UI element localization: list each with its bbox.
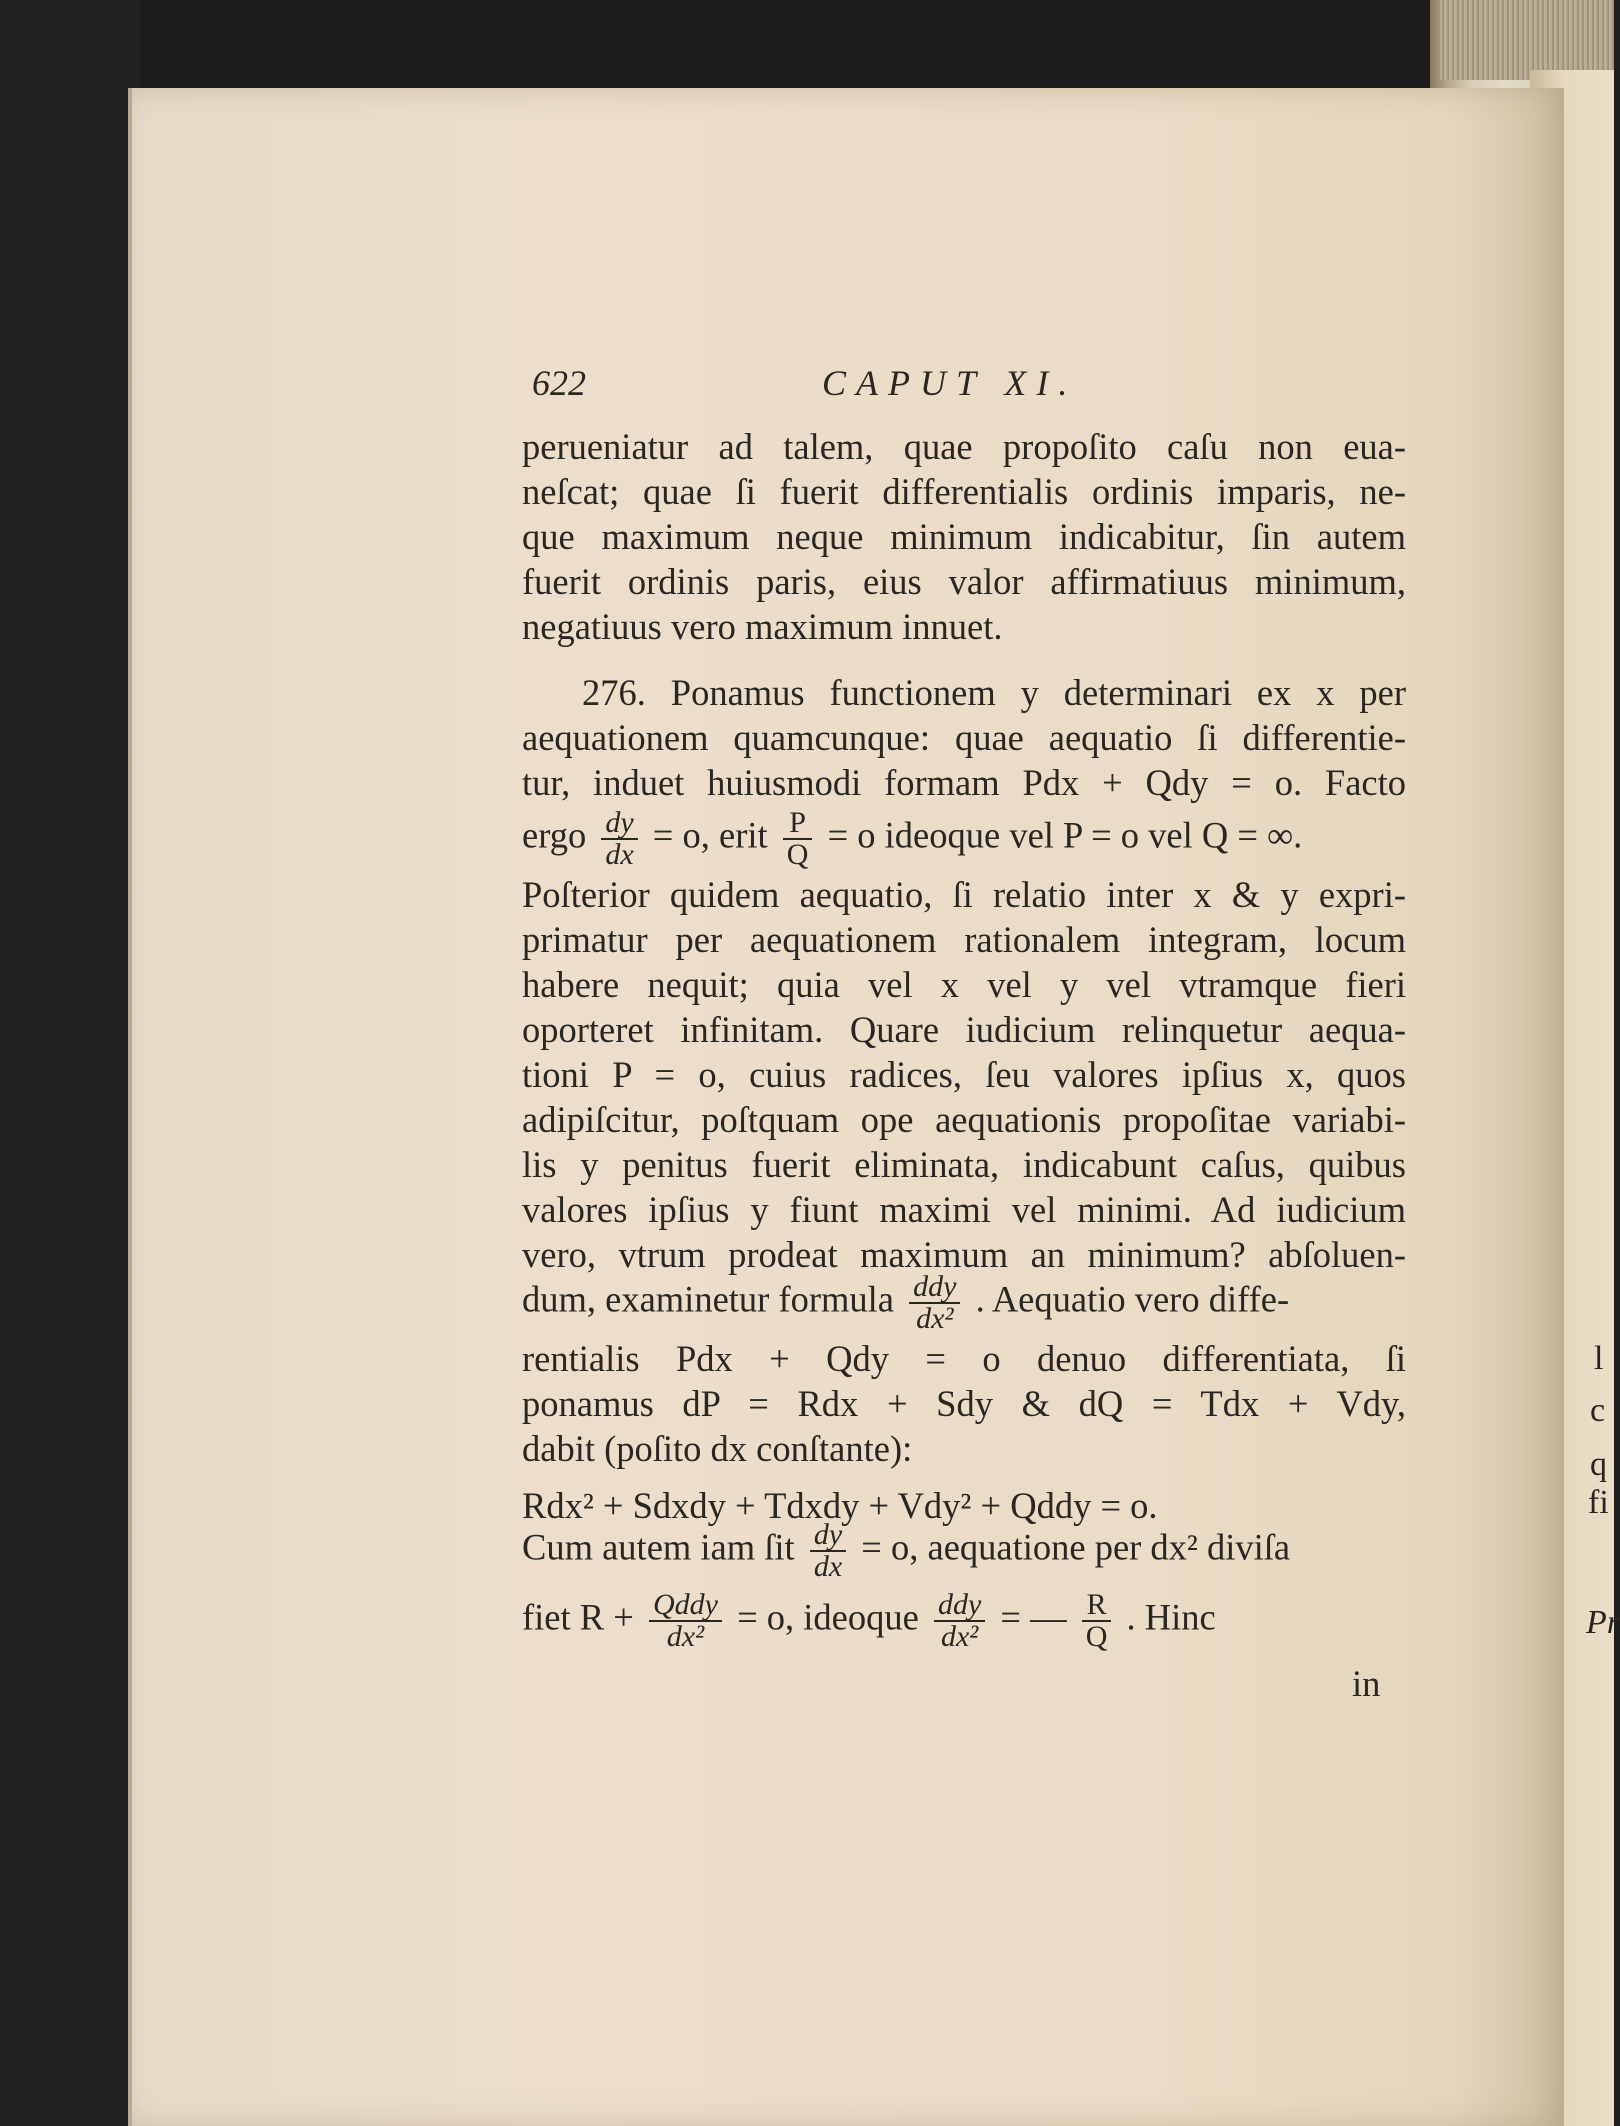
text-line: rentialis Pdx + Qdy = o denuo differentiata, ſi [522, 1338, 1406, 1379]
text-line: lis y penitus fuerit eliminata, indicabunt caſus, quibus [522, 1144, 1406, 1185]
paragraph-2-start [522, 670, 1406, 805]
text-line: dabit (poſito dx conſtante): [522, 1428, 913, 1469]
fraction-ddy-dx2 [934, 1590, 985, 1652]
formula-lead: dum, examinetur formula [522, 1278, 894, 1320]
fraction-numerator: ddy [909, 1272, 960, 1304]
fraction-dy-dx [601, 808, 637, 870]
text-line: neſcat; quae ſi fuerit differentialis ordinis imparis, ne- [522, 471, 1406, 512]
fraction-numerator: dy [601, 808, 637, 840]
fraction-dy-dx [810, 1520, 846, 1582]
text-line: oporteret infinitam. Quare iudicium relinquetur aequa- [522, 1009, 1406, 1050]
equation-text: = o ideoque vel P = o vel Q = ∞. [827, 814, 1303, 856]
fraction-numerator: Qddy [649, 1590, 722, 1622]
formula-line [522, 1272, 1406, 1334]
text-line: negatiuus vero maximum innuet. [522, 606, 1003, 647]
fraction-numerator: dy [810, 1520, 846, 1552]
fraction-denominator: dx [813, 1550, 843, 1583]
paragraph-2-after [522, 1336, 1406, 1471]
chapter-title: CAPUT XI. [822, 363, 1078, 403]
equation-text: Rdx² + Sdxdy + Tdxdy + Vdy² + Qddy = o. [522, 1485, 1158, 1526]
formula-tail: . Aequatio vero diffe- [975, 1278, 1290, 1320]
fraction-denominator: Q [1085, 1620, 1108, 1653]
text-line: adipiſcitur, poſtquam ope aequationis propoſitae variabi- [522, 1099, 1406, 1140]
text-line: perueniatur ad talem, quae propoſito caſu non eua- [522, 426, 1406, 467]
fiet-tail: . Hinc [1126, 1596, 1216, 1638]
paragraph-1 [522, 424, 1406, 649]
fiet-lead: fiet R + [522, 1596, 634, 1638]
fraction-p-q [783, 808, 813, 870]
scan-background-left [0, 0, 140, 2126]
equation-text: = o, erit [652, 814, 768, 856]
ergo-word: ergo [522, 814, 587, 856]
scan-background-top [0, 0, 1614, 90]
fraction-numerator: P [783, 808, 813, 840]
text-line: ponamus dP = Rdx + Sdy & dQ = Tdx + Vdy, [522, 1383, 1406, 1424]
ergo-line [522, 808, 1406, 870]
text-line: aequationem quamcunque: quae aequatio ſi differentie- [522, 717, 1406, 758]
fiet-mid: = o, ideoque [737, 1596, 919, 1638]
cum-line [522, 1520, 1406, 1582]
next-page-fragment: c [1590, 1392, 1606, 1429]
text-line: fuerit ordinis paris, eius valor affirmatiuus minimum, [522, 561, 1406, 602]
fraction-denominator: Q [786, 838, 809, 871]
page-header [532, 362, 1122, 412]
fraction-denominator: dx² [940, 1620, 979, 1653]
fraction-ddy-dx2 [909, 1272, 960, 1334]
text-line: habere nequit; quia vel x vel y vel vtramque fieri [522, 964, 1406, 1005]
text-line: 276. Ponamus functionem y determinari ex x per [582, 672, 1406, 713]
text-line: tioni P = o, cuius radices, ſeu valores ipſius x, quos [522, 1054, 1406, 1095]
fraction-denominator: dx² [666, 1620, 705, 1653]
fraction-qddy-dx2 [649, 1590, 722, 1652]
cum-lead: Cum autem iam ſit [522, 1526, 795, 1568]
text-line: Poſterior quidem aequatio, ſi relatio inter x & y expri- [522, 874, 1406, 915]
next-page-fragment: fi [1588, 1484, 1609, 1521]
fraction-denominator: dx [605, 838, 634, 871]
cum-tail: = o, aequatione per dx² diviſa [861, 1526, 1291, 1568]
page-number: 622 [532, 363, 586, 403]
fraction-denominator: dx² [916, 1302, 954, 1335]
next-page-fragment: Pr [1586, 1604, 1620, 1641]
book-page-edge-lines [1440, 0, 1614, 80]
text-line: que maximum neque minimum indicabitur, ſin autem [522, 516, 1406, 557]
paragraph-2-body [522, 872, 1406, 1277]
fraction-numerator: R [1082, 1590, 1112, 1622]
next-page-fragment: l [1594, 1340, 1604, 1377]
fiet-line [522, 1590, 1406, 1652]
text-line: vero, vtrum prodeat maximum an minimum? abſoluen- [522, 1234, 1406, 1275]
catchword: in [1352, 1663, 1381, 1704]
text-line: primatur per aequationem rationalem integram, locum [522, 919, 1406, 960]
fiet-eq: = — [1000, 1596, 1067, 1638]
text-line: valores ipſius y fiunt maximi vel minimi. Ad iudicium [522, 1189, 1406, 1230]
next-page-fragment: q [1590, 1446, 1607, 1483]
text-line: tur, induet huiusmodi formam Pdx + Qdy = o. Facto [522, 762, 1406, 803]
fraction-r-q [1082, 1590, 1112, 1652]
fraction-numerator: ddy [934, 1590, 985, 1622]
